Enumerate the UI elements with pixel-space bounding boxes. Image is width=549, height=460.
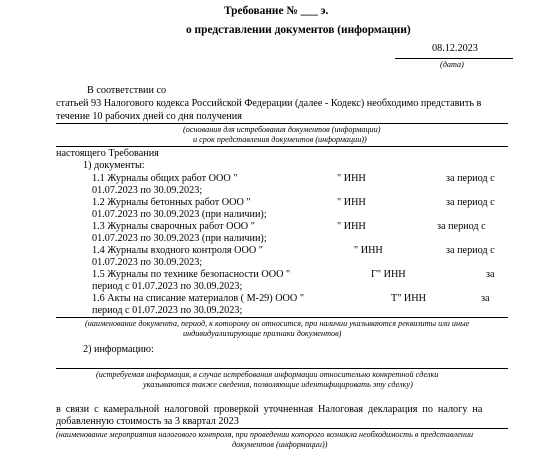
reason-caption-1: (наименование мероприятия налогового контроля, при проведении которого возникла необходимость в представлении — [56, 430, 474, 439]
item-dates: период с 01.07.2023 по 30.09.2023; — [92, 305, 243, 316]
item-inn: " ИНН — [354, 245, 383, 256]
item-text: 1.6 Акты на списание материалов ( М-29) ООО " — [92, 293, 304, 304]
date-caption: (дата) — [440, 60, 464, 69]
item-dates: 01.07.2023 по 30.09.2023 (при наличии); — [92, 209, 267, 220]
item-text: 1.1 Журналы общих работ ООО " — [92, 173, 238, 184]
item-period: за — [486, 269, 495, 280]
nastoyashego-label: настоящего Требования — [56, 148, 159, 159]
item-text: 1.4 Журналы входного контроля ООО " — [92, 245, 263, 256]
document-title: Требование № ___ э. — [224, 5, 329, 17]
basis-underline — [56, 123, 508, 124]
basis-intro: В соответствии со — [87, 85, 167, 96]
basis-caption-underline — [56, 146, 508, 147]
information-heading: 2) информацию: — [83, 344, 154, 355]
reason-line-2: добавленную стоимость за 3 квартал 2023 — [56, 416, 239, 427]
item-period: за — [481, 293, 490, 304]
information-underline — [56, 368, 508, 369]
document-subtitle: о представлении документов (информации) — [186, 24, 411, 36]
item-text: 1.2 Журналы бетонных работ ООО " — [92, 197, 251, 208]
documents-underline — [56, 317, 508, 318]
documents-caption-1: (наименование документа, период, к которому он относится, при наличии указываются реквизиты или иные — [85, 319, 470, 328]
reason-underline — [56, 428, 508, 429]
item-period: за период с — [446, 245, 495, 256]
item-text: 1.3 Журналы сварочных работ ООО " — [92, 221, 255, 232]
basis-line-1: статьей 93 Налогового кодекса Российской Федерации (далее - Кодекс) необходимо представить в — [56, 98, 482, 109]
documents-heading: 1) документы: — [83, 160, 145, 171]
reason-line-1: в связи с камеральной налоговой проверкой уточненная Налоговая декларация по налогу на — [56, 404, 483, 415]
item-dates: период с 01.07.2023 по 30.09.2023; — [92, 281, 243, 292]
reason-caption-2: документов (информации)) — [232, 440, 328, 449]
basis-caption-2: и срок представления документов (информации)) — [193, 135, 367, 144]
item-inn: " ИНН — [337, 221, 366, 232]
item-inn: Т" ИНН — [391, 293, 426, 304]
item-dates: 01.07.2023 по 30.09.2023; — [92, 257, 203, 268]
item-inn: " ИНН — [337, 173, 366, 184]
item-text: 1.5 Журналы по технике безопасности ООО " — [92, 269, 291, 280]
date-underline — [395, 58, 513, 59]
item-period: за период с — [446, 173, 495, 184]
item-period: за период с — [446, 197, 495, 208]
basis-line-2: течение 10 рабочих дней со дня получения — [56, 111, 242, 122]
information-caption-1: (истребуемая информация, в случае истребования информации относительно конкретной сделки — [96, 370, 439, 379]
item-inn: " ИНН — [337, 197, 366, 208]
basis-caption-1: (основания для истребования документов (информации) — [183, 125, 381, 134]
information-caption-2: указываются также сведения, позволяющие идентифицировать эту сделку) — [143, 380, 413, 389]
item-dates: 01.07.2023 по 30.09.2023; — [92, 185, 203, 196]
documents-caption-2: индивидуализирующие признаки документов) — [183, 329, 342, 338]
item-inn: Г" ИНН — [371, 269, 406, 280]
date-value: 08.12.2023 — [432, 43, 478, 54]
item-dates: 01.07.2023 по 30.09.2023 (при наличии); — [92, 233, 267, 244]
item-period: за период с — [437, 221, 486, 232]
